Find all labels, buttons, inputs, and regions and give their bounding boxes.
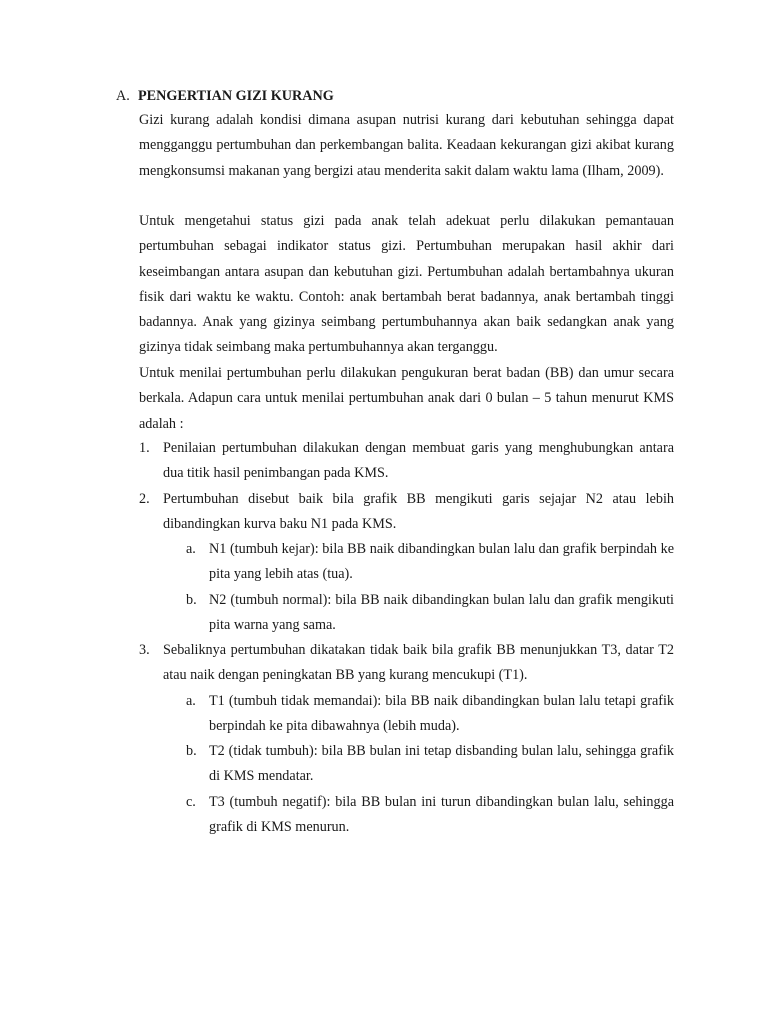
section-heading	[116, 86, 676, 106]
sub-list-letter: c.	[186, 794, 196, 810]
sub-list-letter: b.	[186, 592, 197, 608]
list-number: 2.	[139, 491, 150, 507]
section-marker: A.	[116, 88, 130, 104]
sub-list-letter: b.	[186, 743, 197, 759]
sub-list-text: T1 (tumbuh tidak memandai): bila BB naik dibandingkan bulan lalu tetapi grafik berpindah ke pita dibawahnya (lebih muda).	[209, 693, 674, 735]
sub-list-letter: a.	[186, 693, 196, 709]
list-number: 1.	[139, 440, 150, 456]
list-text: Pertumbuhan disebut baik bila grafik BB mengikuti garis sejajar N2 atau lebih dibandingkan kurva baku N1 pada KMS.	[163, 491, 674, 533]
section-title: PENGERTIAN GIZI KURANG	[138, 88, 334, 104]
list-text: Penilaian pertumbuhan dilakukan dengan membuat garis yang menghubungkan antara dua titik hasil penimbangan pada KMS.	[163, 440, 674, 482]
list-text: Sebaliknya pertumbuhan dikatakan tidak baik bila grafik BB menunjukkan T3, datar T2 atau naik dengan peningkatan BB yang kurang mencukupi (T1).	[163, 642, 674, 684]
sub-list-text: N1 (tumbuh kejar): bila BB naik dibandingkan bulan lalu dan grafik berpindah ke pita yang lebih atas (tua).	[209, 541, 674, 583]
paragraph-growth-monitoring: Untuk mengetahui status gizi pada anak telah adekuat perlu dilakukan pemantauan pertumbuhan sebagai indikator status gizi. Pertumbuhan merupakan hasil akhir dari keseimbangan antara asupan dan kebutuhan gizi. Pertumbuhan adalah bertambahnya ukuran fisik dari waktu ke waktu. Contoh: anak bertambah berat badannya, anak bertambah tinggi badannya. Anak yang gizinya seimbang pertumbuhannya akan baik sedangkan anak yang gizinya tidak seimbang maka pertumbuhannya akan terganggu.	[139, 213, 674, 356]
paragraph-definition: Gizi kurang adalah kondisi dimana asupan nutrisi kurang dari kebutuhan sehingga dapat mengganggu pertumbuhan dan perkembangan balita. Keadaan kekurangan gizi akibat kurang mengkonsumsi makanan yang bergizi atau menderita sakit dalam waktu lama (Ilham, 2009).	[139, 112, 674, 179]
list-number: 3.	[139, 642, 150, 658]
sub-list-letter: a.	[186, 541, 196, 557]
paragraph-kms-intro: Untuk menilai pertumbuhan perlu dilakukan pengukuran berat badan (BB) dan umur secara berkala. Adapun cara untuk menilai pertumbuhan anak dari 0 bulan – 5 tahun menurut KMS adalah :	[139, 365, 674, 432]
sub-list-text: T2 (tidak tumbuh): bila BB bulan ini tetap disbanding bulan lalu, sehingga grafik di KMS mendatar.	[209, 743, 674, 785]
sub-list-text: N2 (tumbuh normal): bila BB naik dibandingkan bulan lalu dan grafik mengikuti pita warna yang sama.	[209, 592, 674, 634]
sub-list-text: T3 (tumbuh negatif): bila BB bulan ini turun dibandingkan bulan lalu, sehingga grafik di KMS menurun.	[209, 794, 674, 836]
